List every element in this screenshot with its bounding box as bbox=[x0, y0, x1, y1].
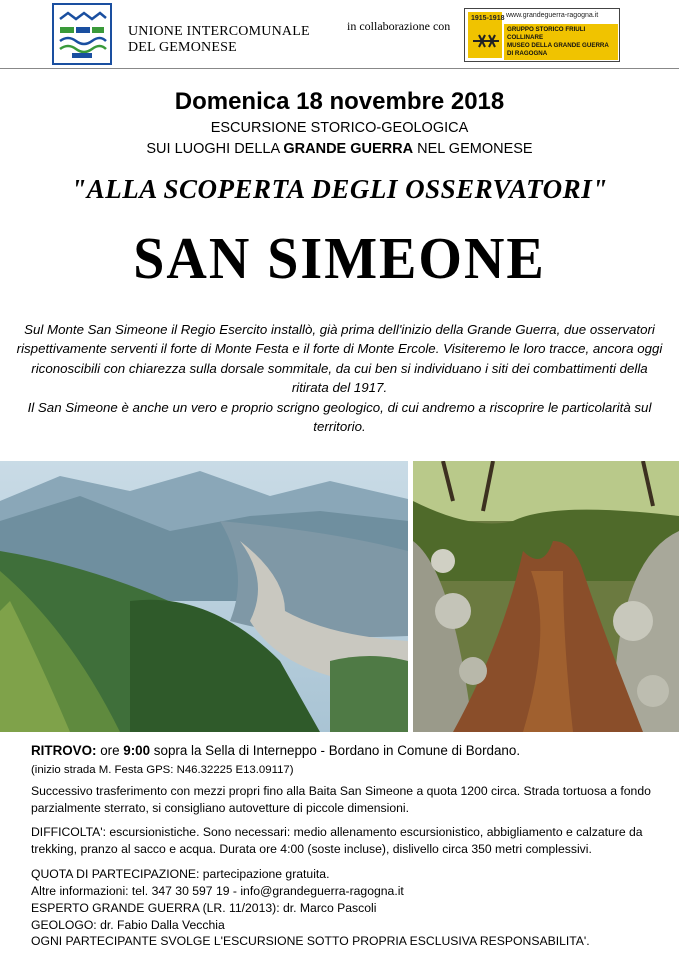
subtitle-2-post: NEL GEMONESE bbox=[413, 141, 533, 157]
event-title: SAN SIMEONE bbox=[133, 226, 546, 292]
description-paragraph-1: Sul Monte San Simeone il Regio Esercito installò, già prima dell'inizio della Grande Guerra, due osservatori rispettivamente serventi il forte di Monte Festa e il forte di Monte Ercole. Visiteremo le loro tracce, ancora oggi riconoscibili con chiarezza sulla dorsale sommitale, da cui ben si individuano i siti dei combattimenti della ritirata del 1917. bbox=[16, 322, 663, 396]
guides-info bbox=[31, 900, 590, 950]
collaboration-label: in collaborazione con bbox=[347, 19, 451, 33]
fee-info bbox=[31, 866, 404, 900]
event-description bbox=[14, 320, 665, 436]
contact-info: Altre informazioni: tel. 347 30 597 19 - info@grandeguerra-ragogna.it bbox=[31, 884, 404, 898]
partner-url: www.grandeguerra-ragogna.it bbox=[506, 12, 599, 19]
event-date: Domenica 18 novembre 2018 bbox=[174, 88, 505, 115]
meeting-gps: (inizio strada M. Festa GPS: N46.32225 E13.09117) bbox=[31, 764, 294, 776]
valley-photo bbox=[0, 461, 408, 732]
trench-path-image bbox=[413, 461, 679, 732]
transfer-info: Successivo trasferimento con mezzi propri fino alla Baita San Simeone a quota 1200 circa. Strada tortuosa a fondo parzialmente sterrato, si consigliano autovetture di piccole dimensioni. bbox=[31, 784, 651, 815]
event-tagline: "ALLA SCOPERTA DEGLI OSSERVATORI" bbox=[71, 174, 608, 204]
war-expert: ESPERTO GRANDE GUERRA (LR. 11/2013): dr. Marco Pascoli bbox=[31, 901, 377, 915]
union-logo-icon bbox=[54, 5, 110, 63]
partner-line-3: DI RAGOGNA bbox=[507, 50, 548, 57]
organization-name bbox=[128, 24, 310, 56]
org-line-1: UNIONE INTERCOMUNALE bbox=[128, 24, 310, 39]
valley-landscape-image bbox=[0, 461, 408, 732]
partner-name bbox=[507, 26, 617, 58]
responsibility-notice: OGNI PARTECIPANTE SVOLGE L'ESCURSIONE SOTTO PROPRIA ESCLUSIVA RESPONSABILITA'. bbox=[31, 934, 590, 948]
org-line-2: DEL GEMONESE bbox=[128, 40, 237, 55]
union-logo bbox=[52, 3, 112, 65]
ritrovo-label: RITROVO: bbox=[31, 743, 97, 758]
partner-line-1: GRUPPO STORICO FRIULI COLLINARE bbox=[507, 26, 586, 41]
meeting-point bbox=[31, 742, 520, 759]
event-subtitle-1: ESCURSIONE STORICO-GEOLOGICA bbox=[210, 120, 469, 136]
difficulty-info: DIFFICOLTA': escursionistiche. Sono necessari: medio allenamento escursionistico, abbigliamento e calzature da trekking, pranzo al sacco e acqua. Durata ore 4:00 (soste incluse), dislivello circa 350 metri complessivi. bbox=[31, 825, 643, 856]
ritrovo-pre: ore bbox=[96, 743, 124, 758]
subtitle-2-bold: GRANDE GUERRA bbox=[283, 141, 414, 157]
ritrovo-time: 9:00 bbox=[123, 743, 151, 758]
partner-years: 1915-1918 bbox=[471, 15, 505, 22]
barbed-wire-icon bbox=[471, 27, 501, 55]
description-paragraph-2: Il San Simeone è anche un vero e proprio scrigno geologico, di cui andremo a riscoprire le particolarità sul territorio. bbox=[27, 399, 652, 435]
ritrovo-text: sopra la Sella di Interneppo - Bordano in Comune di Bordano. bbox=[150, 743, 521, 758]
header-divider bbox=[0, 68, 679, 69]
participation-fee: QUOTA DI PARTECIPAZIONE: partecipazione gratuita. bbox=[31, 867, 330, 881]
subtitle-2-pre: SUI LUOGHI DELLA bbox=[146, 141, 284, 157]
geologist: GEOLOGO: dr. Fabio Dalla Vecchia bbox=[31, 917, 225, 932]
event-subtitle-2 bbox=[0, 141, 679, 157]
partner-logo bbox=[464, 8, 620, 62]
trench-photo bbox=[413, 461, 679, 732]
partner-line-2: MUSEO DELLA GRANDE GUERRA bbox=[507, 42, 609, 49]
